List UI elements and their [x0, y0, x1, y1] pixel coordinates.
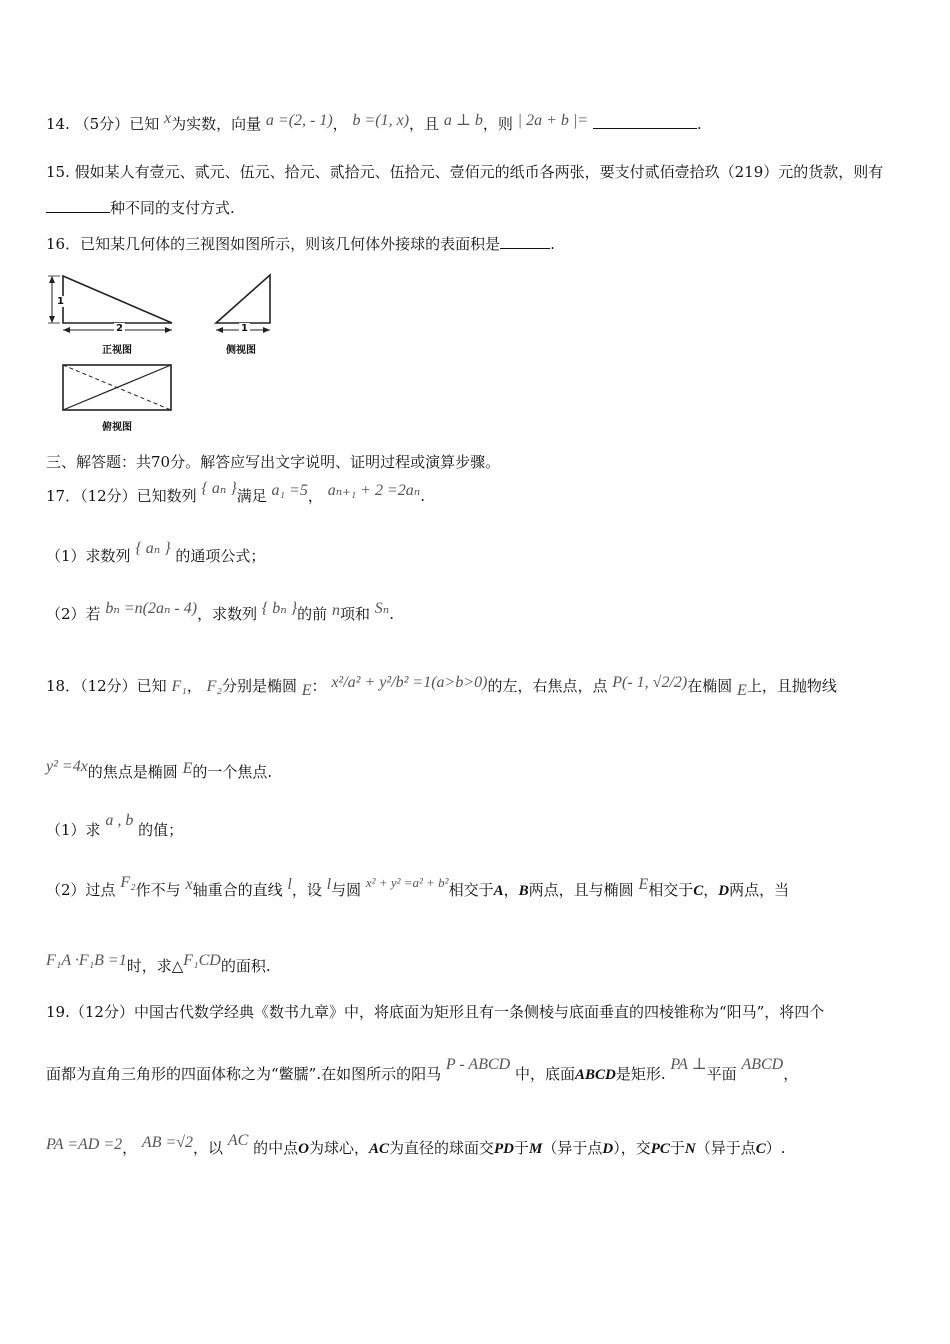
abs-expr: | 2a + b |=	[517, 112, 589, 129]
perpendicular-expr: a ⊥ b	[443, 112, 483, 129]
section-three-heading: 三、解答题：共70分。解答应写出文字说明、证明过程或演算步骤。	[46, 453, 501, 471]
q18-part1: （1）求 a , b 的值；	[46, 812, 184, 839]
f1: F₁	[171, 678, 187, 695]
vector-a: a =(2, - 1)	[265, 112, 333, 129]
answer-blank	[593, 114, 697, 129]
q14-number: 14.	[46, 115, 70, 133]
answer-blank	[46, 198, 110, 213]
q17-line: 17．（12分）已知数列 { aₙ }满足 a₁ =5， aₙ₊₁ + 2 =2aₙ.	[46, 480, 426, 505]
q18-part2-cont: F₁A ·F₁B =1时，求△F₁CD的面积.	[46, 952, 271, 975]
front-view-triangle	[63, 276, 172, 323]
line-l: l	[287, 876, 292, 893]
sequence-a: { aₙ }	[135, 540, 171, 557]
sequence-b: { bₙ }	[261, 600, 298, 617]
side-view-triangle	[216, 275, 270, 323]
ellipse-name: E	[182, 760, 193, 777]
var-x: x	[163, 110, 172, 127]
q19-line1: 19.（12分）中国古代数学经典《数书九章》中，将底面为矩形且有一条侧棱与底面垂直的四棱锥称为“阳马”，将四个	[46, 1003, 825, 1021]
dot-product-expr: F₁A ·F₁B =1	[46, 952, 127, 969]
vector-b: b =(1, x)	[352, 112, 410, 129]
top-view-label: 俯视图	[102, 422, 132, 433]
ab-expr: AB =√2	[141, 1134, 194, 1151]
bn-expr: bₙ =n(2aₙ - 4)	[105, 600, 198, 617]
q18-line2: y² =4x的焦点是椭圆 E的一个焦点.	[46, 758, 273, 781]
q18-part2: （2）过点 F₂作不与 x轴重合的直线 l，设 l与圆 x² + y² =a² + b²相交于A，B两点，且与椭圆 E相交于C，D两点，当	[46, 874, 790, 899]
q15-line1: 15. 假如某人有壹元、贰元、伍元、拾元、贰拾元、伍拾元、壹佰元的纸币各两张，要支付贰佰壹拾玖（219）元的货款，则有	[46, 163, 884, 181]
ellipse-name: E	[737, 682, 747, 699]
q17-part1: （1）求数列 { aₙ } 的通项公式；	[46, 540, 266, 565]
a1-expr: a₁ =5	[271, 482, 308, 499]
pa-perp: PA ⊥	[670, 1056, 707, 1073]
sequence-a: { aₙ }	[201, 480, 237, 497]
line-l: l	[326, 876, 332, 893]
f2: F₂	[120, 874, 136, 891]
triangle-name: F₁CD	[183, 952, 221, 969]
side-view-label: 侧视图	[226, 345, 256, 356]
parabola-expr: y² =4x	[46, 758, 88, 775]
q17-part2: （2）若 bₙ =n(2aₙ - 4)，求数列 { bₙ }的前 n项和 Sₙ.	[46, 600, 395, 623]
q14-line: 14. （5分）已知 x为实数，向量 a =(2, - 1)， b =(1, x)，且 a ⊥ b，则 | 2a + b |= .	[46, 110, 702, 133]
q19-line2: 面都为直角三角形的四面体称之为“鳖臑”.在如图所示的阳马 P - ABCD 中，底面ABCD是矩形. PA ⊥平面 ABCD，	[46, 1056, 799, 1083]
f2: F₂	[206, 678, 222, 695]
ab-vars: a , b	[105, 812, 134, 829]
ellipse-equation: x²/a² + y²/b² =1(a>b>0)	[331, 674, 488, 691]
circle-equation: x² + y² =a² + b²	[365, 875, 449, 890]
var-n: n	[331, 602, 340, 619]
q19-line3: PA =AD =2， AB =√2，以 AC 的中点O为球心，AC为直径的球面交PD于M（异于点D），交PC于N（异于点C）.	[46, 1132, 786, 1157]
recurrence-expr: aₙ₊₁ + 2 =2aₙ	[327, 482, 421, 499]
sn-expr: Sₙ	[374, 600, 390, 617]
answer-blank	[500, 234, 550, 249]
q16-line: 16．已知某几何体的三视图如图所示，则该几何体外接球的表面积是 .	[46, 235, 555, 253]
var-x: x	[185, 876, 193, 893]
ellipse-name: E	[301, 682, 312, 699]
q18-line1: 18．（12分）已知 F₁， F₂分别是椭圆 E： x²/a² + y²/b² =1(a>b>0)的左，右焦点，点 P(- 1, √2/2)在椭圆 E上，且抛物线	[46, 674, 837, 699]
front-width-label: 2	[116, 323, 123, 334]
front-view-label: 正视图	[102, 345, 132, 356]
front-height-label: 1	[57, 296, 64, 307]
pyramid-name: P - ABCD	[445, 1056, 511, 1073]
plane-abcd: ABCD	[741, 1056, 784, 1073]
side-width-label: 1	[241, 323, 248, 334]
segment-ac: AC	[227, 1132, 249, 1149]
q15-line2: 种不同的支付方式.	[46, 198, 235, 218]
ellipse-name: E	[638, 876, 649, 893]
pa-ad-expr: PA =AD =2	[46, 1136, 123, 1153]
point-p: P(- 1, √2/2)	[612, 674, 688, 691]
